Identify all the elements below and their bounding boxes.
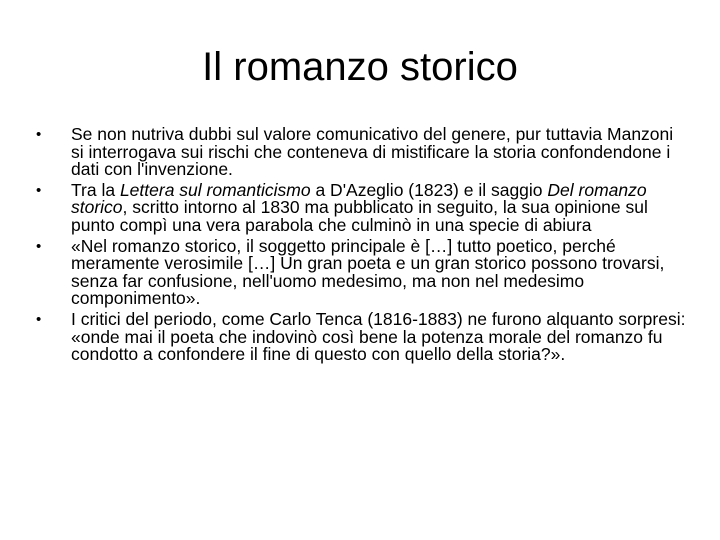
bullet-icon: •	[36, 310, 42, 328]
bullet-icon: •	[36, 237, 42, 255]
bullet-list	[36, 126, 686, 367]
bullet-item-4	[36, 308, 686, 365]
bullet-item-1	[36, 126, 686, 179]
bullet-text-segment: , scritto intorno al 1830 ma pubblicato in seguito, la sua opinione sul punto compì una vera parabola che culminò in una specie di abiura	[71, 197, 648, 235]
bullet-text-3	[71, 236, 664, 309]
bullet-text-1	[71, 124, 673, 179]
bullet-text-2	[71, 180, 648, 235]
bullet-text-segment: «Nel romanzo storico, il soggetto principale è […] tutto poetico, perché meramente verosimile […] Un gran poeta e un gran storico possono trovarsi, senza far confusione, nell'uomo medesimo, ma non nel medesimo componimento».	[71, 235, 665, 309]
bullet-text-segment: Se non nutriva dubbi sul valore comunicativo del genere, pur tuttavia Manzoni si interrogava sui rischi che conteneva di mistificare la storia confondendone i dati con l'invenzione.	[71, 124, 674, 180]
bullet-item-2	[36, 179, 686, 235]
bullet-text-4	[71, 309, 685, 364]
bullet-text-segment: a D'Azeglio (1823) e il saggio	[310, 179, 548, 200]
bullet-item-3	[36, 235, 686, 309]
bullet-icon: •	[36, 126, 42, 143]
bullet-text-title-italic: Lettera sul romanticismo	[119, 179, 311, 200]
bullet-text-title-italic: Del romanzo storico	[71, 179, 647, 218]
bullet-icon: •	[36, 181, 42, 199]
bullet-text-segment: Tra la	[71, 179, 120, 200]
slide-title: Il romanzo storico	[202, 45, 518, 89]
bullet-text-segment: I critici del periodo, come Carlo Tenca (1816-1883) ne furono alquanto sorpresi: «onde mai il poeta che indovinò così bene la potenza morale del romanzo fu condotto a confondere il fine di questo con quello della storia?».	[71, 308, 686, 365]
